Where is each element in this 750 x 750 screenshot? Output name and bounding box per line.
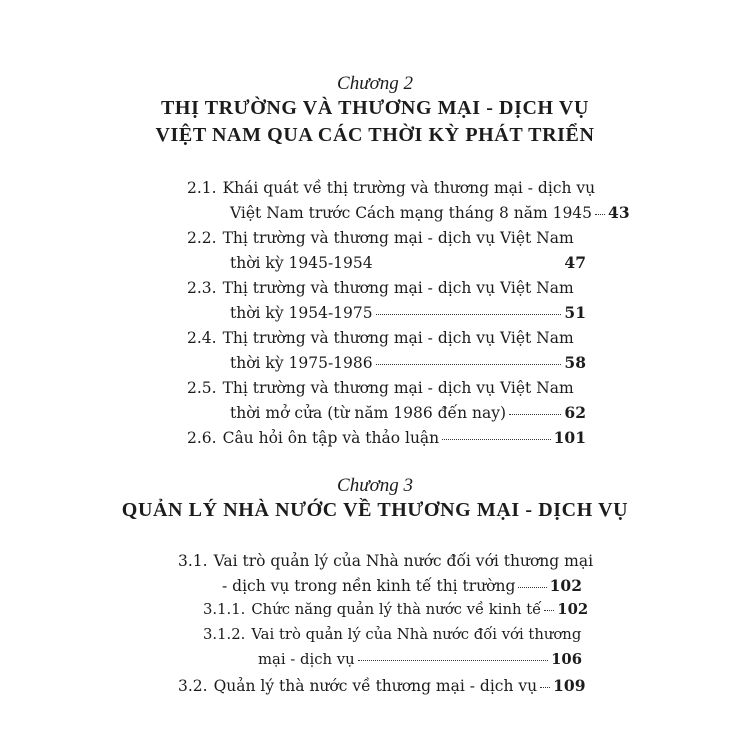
toc-entry-2-2-continued	[230, 253, 586, 275]
dot-leader	[376, 364, 562, 365]
toc-entry-2-5	[187, 378, 574, 400]
toc-entry-2-3	[187, 278, 574, 300]
toc-entry-2-4-continued	[230, 353, 586, 375]
dot-leader	[358, 660, 549, 661]
chapter-3-label: Chương 3	[337, 475, 413, 496]
toc-entry-2-3-continued	[230, 303, 586, 325]
toc-page-number: 102	[557, 601, 589, 618]
dot-leader	[376, 314, 562, 315]
toc-entry-title: Khái quát về thị trường và thương mại - dịch vụ	[222, 179, 596, 197]
chapter-2-title-line-2: VIỆT NAM QUA CÁC THỜI KỲ PHÁT TRIỂN	[155, 124, 595, 146]
toc-entry-title: Thị trường và thương mại - dịch vụ Việt Nam	[222, 379, 574, 397]
toc-entry-number: 3.1.1.	[203, 601, 246, 618]
toc-page-number: 106	[551, 651, 582, 668]
toc-entry-number: 3.2.	[178, 677, 208, 695]
toc-entry-2-4	[187, 328, 574, 350]
toc-entry-3-1-2	[203, 625, 581, 647]
toc-entry-3-2	[178, 676, 586, 698]
chapter-2-label: Chương 2	[337, 73, 413, 94]
toc-entry-number: 3.1.	[178, 552, 208, 570]
dot-leader	[518, 587, 546, 588]
toc-entry-title: Chức năng quản lý thà nước về kinh tế	[251, 601, 542, 618]
toc-entry-number: 3.1.2.	[203, 626, 246, 643]
chapter-3-title: QUẢN LÝ NHÀ NƯỚC VỀ THƯƠNG MẠI - DỊCH VỤ	[121, 499, 629, 521]
toc-entry-title: Thị trường và thương mại - dịch vụ Việt Nam	[222, 279, 574, 297]
toc-entry-title: Thị trường và thương mại - dịch vụ Việt Nam	[222, 229, 574, 247]
toc-entry-title: Quản lý thà nước về thương mại - dịch vụ	[213, 677, 538, 695]
toc-entry-title: Vai trò quản lý của Nhà nước đối với thương mại	[213, 552, 594, 570]
toc-entry-title-continued: thời mở cửa (từ năm 1986 đến nay)	[230, 404, 507, 422]
toc-page-number: 62	[564, 403, 586, 422]
toc-entry-number: 2.4.	[187, 329, 217, 347]
toc-page-number: 58	[564, 353, 586, 372]
dot-leader	[544, 610, 554, 611]
toc-entry-title: Thị trường và thương mại - dịch vụ Việt Nam	[222, 329, 574, 347]
toc-page-number: 43	[608, 203, 630, 222]
toc-page-number: 102	[549, 576, 582, 595]
dot-leader	[376, 264, 562, 265]
toc-entry-2-1	[187, 178, 595, 200]
toc-entry-number: 2.2.	[187, 229, 217, 247]
chapter-2-title-line-1: THỊ TRƯỜNG VÀ THƯƠNG MẠI - DỊCH VỤ	[160, 97, 590, 119]
toc-page-number: 109	[553, 676, 586, 695]
toc-entry-2-6	[187, 428, 586, 450]
toc-entry-title-continued: mại - dịch vụ	[258, 651, 355, 668]
dot-leader	[595, 214, 605, 215]
toc-entry-title-continued: Việt Nam trước Cách mạng tháng 8 năm 1945	[230, 204, 593, 222]
toc-entry-title: Câu hỏi ôn tập và thảo luận	[222, 429, 440, 447]
toc-entry-2-1-continued	[230, 203, 630, 225]
toc-entry-number: 2.3.	[187, 279, 217, 297]
toc-entry-3-1-continued	[222, 576, 582, 598]
toc-entry-3-1	[178, 551, 593, 573]
dot-leader	[540, 687, 550, 688]
toc-entry-title-continued: thời kỳ 1945-1954	[230, 254, 373, 272]
toc-entry-number: 2.5.	[187, 379, 217, 397]
toc-page-number: 51	[564, 303, 586, 322]
toc-entry-3-1-1	[203, 600, 589, 622]
toc-page-number: 101	[553, 428, 586, 447]
toc-entry-title: Vai trò quản lý của Nhà nước đối với thương	[251, 626, 582, 643]
dot-leader	[442, 439, 550, 440]
toc-page-number: 47	[564, 253, 586, 272]
toc-entry-title-continued: thời kỳ 1954-1975	[230, 304, 373, 322]
toc-entry-3-1-2-continued	[258, 650, 582, 672]
toc-entry-2-5-continued	[230, 403, 586, 425]
toc-entry-2-2	[187, 228, 574, 250]
toc-entry-title-continued: - dịch vụ trong nền kinh tế thị trường	[222, 577, 516, 595]
dot-leader	[509, 414, 561, 415]
toc-entry-number: 2.6.	[187, 429, 217, 447]
toc-entry-number: 2.1.	[187, 179, 217, 197]
toc-entry-title-continued: thời kỳ 1975-1986	[230, 354, 373, 372]
